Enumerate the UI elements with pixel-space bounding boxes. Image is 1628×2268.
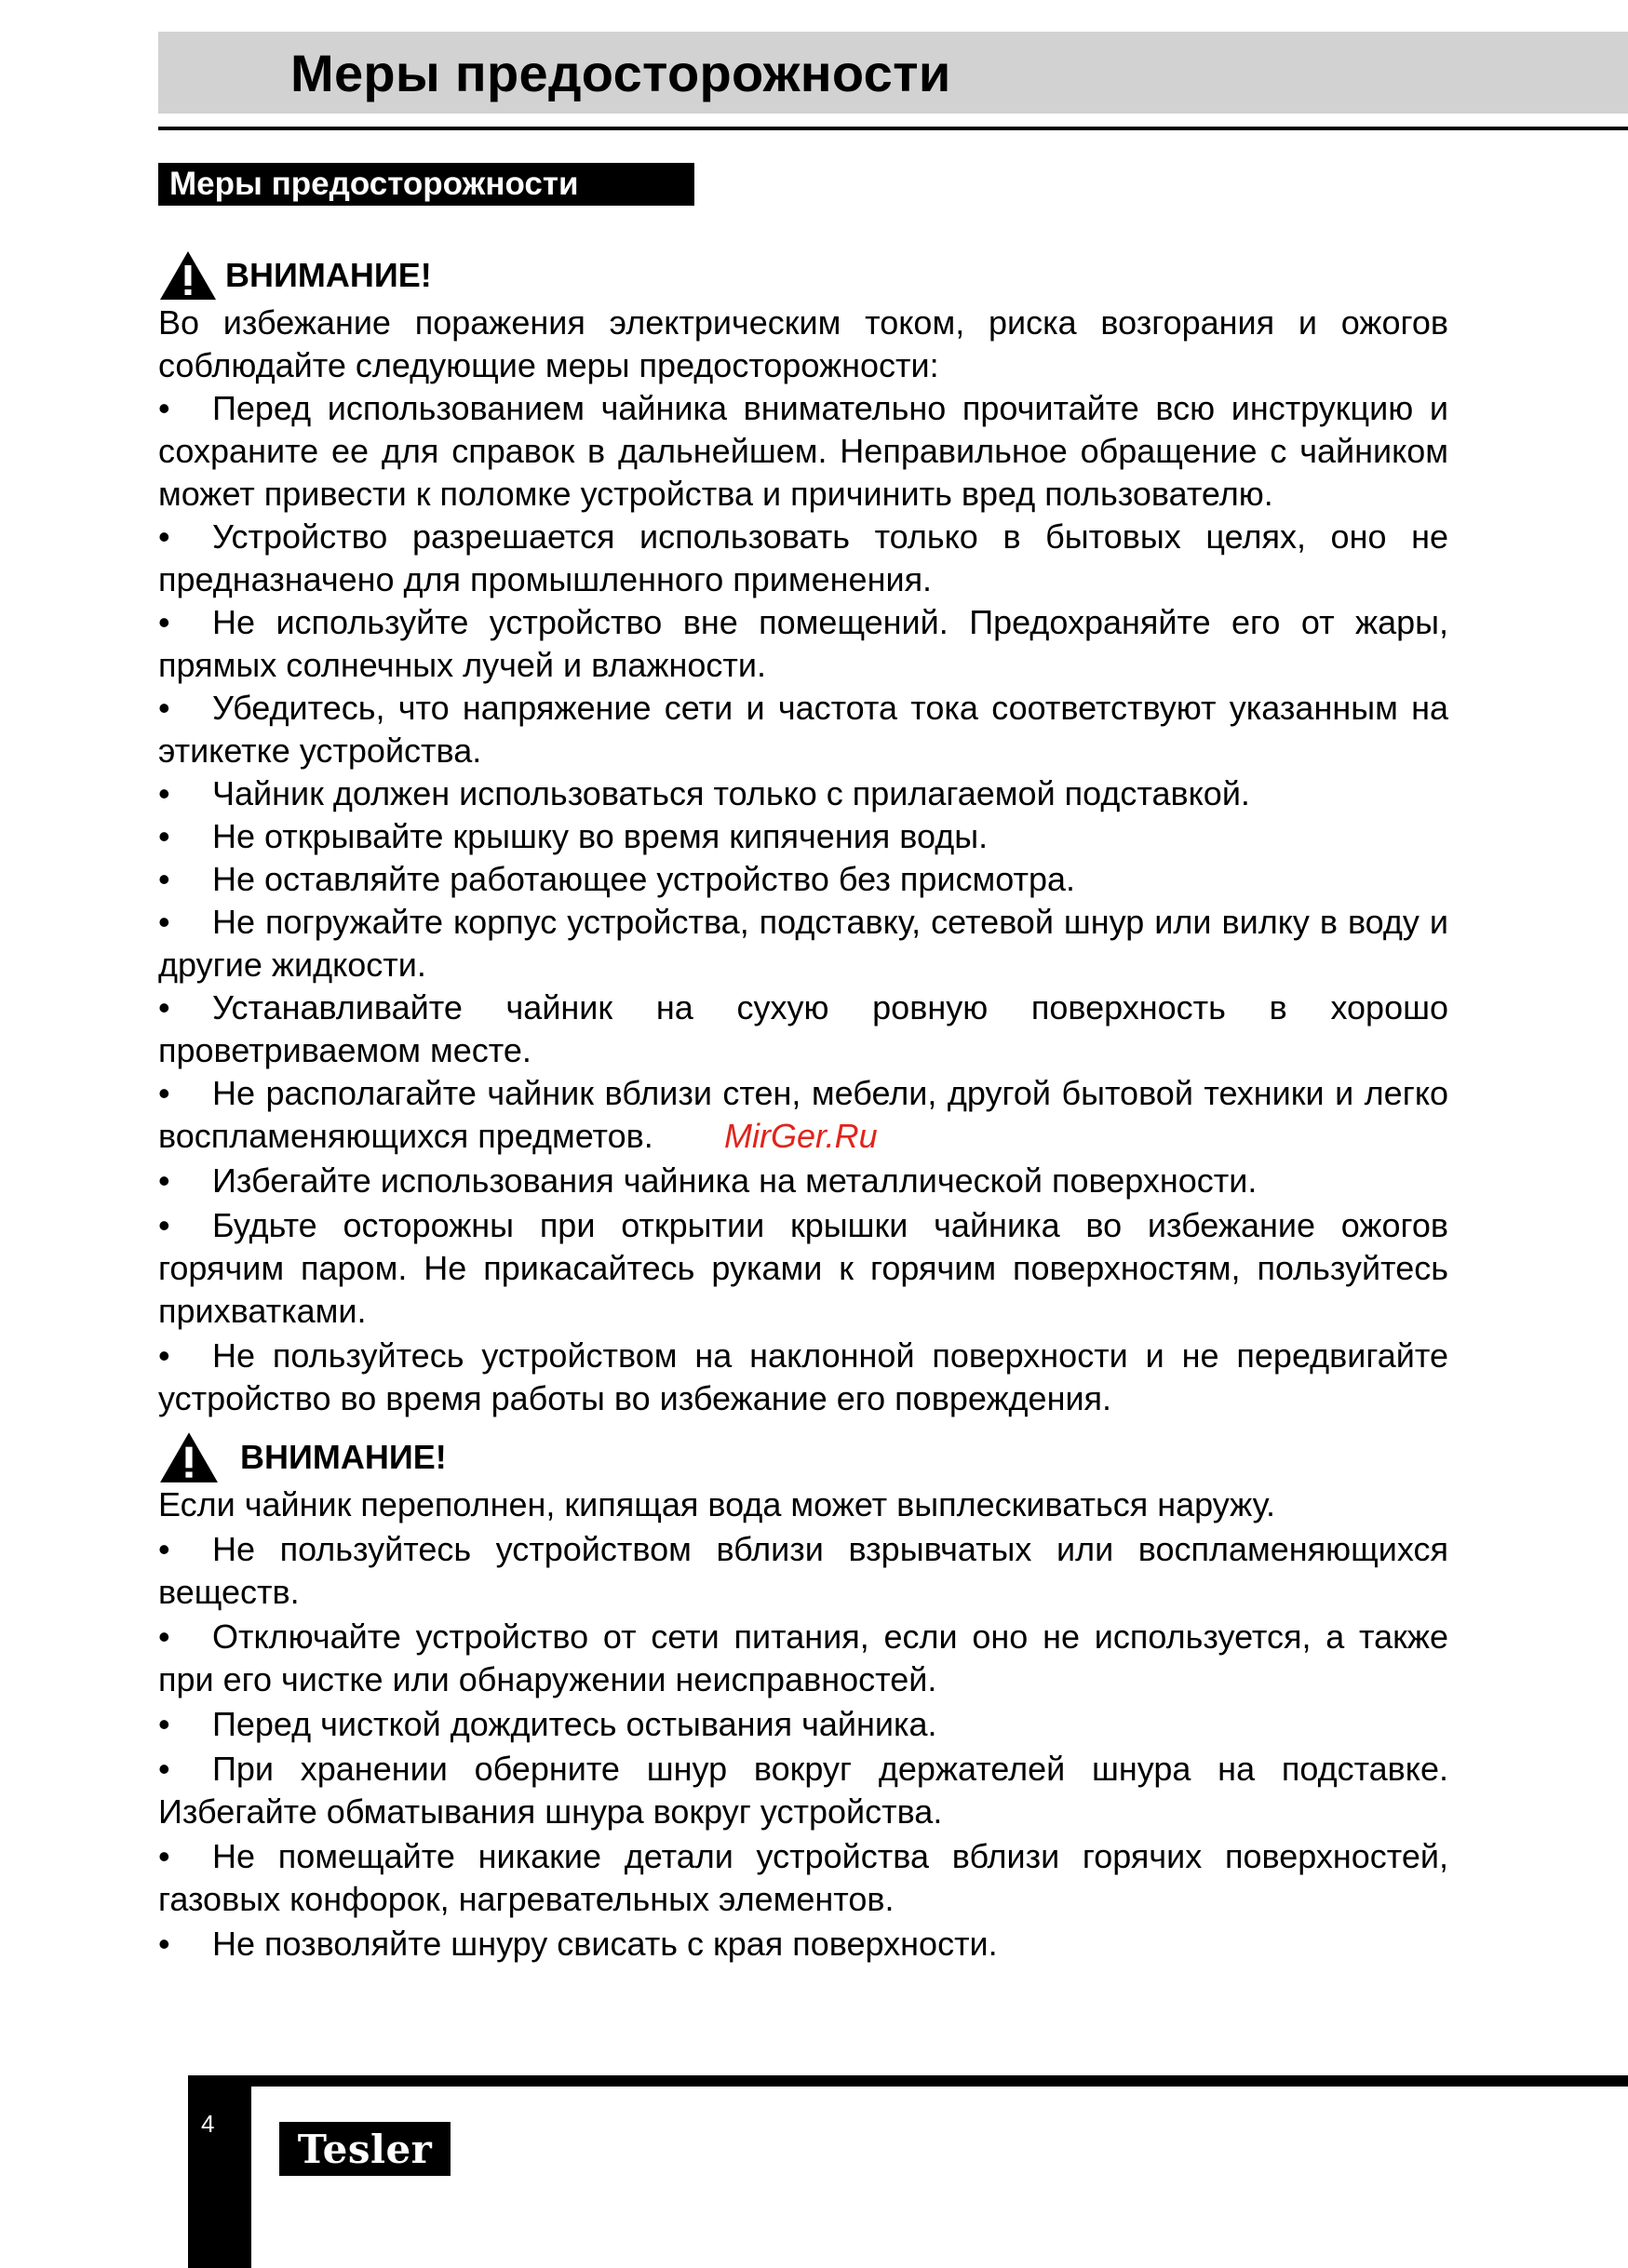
bullet: • <box>158 817 170 855</box>
watermark: MirGer.Ru <box>724 1117 878 1155</box>
bullet: • <box>158 1750 170 1788</box>
bullet: • <box>158 1530 170 1568</box>
bullet: • <box>158 603 170 641</box>
page-title: Меры предосторожности <box>290 44 951 102</box>
warning-intro-1: Во избежание поражения электрическим током, риска возгорания и ожогов соблюдайте следующие меры предосторожности: <box>158 303 1448 384</box>
list-item: • Не погружайте корпус устройства, подставку, сетевой шнур или вилку в воду и другие жидкости. <box>158 903 1448 984</box>
bullet: • <box>158 389 170 427</box>
list-item: • Не пользуйтесь устройством на наклонной поверхности и не передвигайте устройство во время работы во избежание его повреждения. <box>158 1336 1448 1417</box>
list-item: • Отключайте устройство от сети питания, если оно не используется, а также при его чистке или обнаружении неисправностей. <box>158 1617 1448 1698</box>
brand-logo <box>279 2122 451 2176</box>
page-number: 4 <box>201 2110 215 2138</box>
bullet: • <box>158 1925 170 1963</box>
list-item: • Не используйте устройство вне помещений. Предохраняйте его от жары, прямых солнечных лучей и влажности. <box>158 603 1448 684</box>
warning-title-2: ВНИМАНИЕ! <box>240 1438 447 1476</box>
bullet: • <box>158 1206 170 1244</box>
list-item: • Не помещайте никакие детали устройства вблизи горячих поверхностей, газовых конфорок, нагревательных элементов. <box>158 1837 1448 1918</box>
bullet: • <box>158 1617 170 1656</box>
content <box>158 249 1448 1966</box>
brand-logo-text: Tesler <box>297 2126 433 2172</box>
warning-triangle-icon <box>158 1430 220 1484</box>
bullet: • <box>158 774 170 812</box>
bullet: • <box>158 1161 170 1200</box>
list-item: • Будьте осторожны при открытии крышки чайника во избежание ожогов горячим паром. Не прикасайтесь руками к горячим поверхностям, пользуйтесь прихватками. <box>158 1206 1448 1330</box>
bullet: • <box>158 860 170 898</box>
list-item: • Не пользуйтесь устройством вблизи взрывчатых или воспламеняющихся веществ. <box>158 1530 1448 1611</box>
bullet: • <box>158 1074 170 1112</box>
bullet: • <box>158 689 170 727</box>
bullet: • <box>158 517 170 556</box>
list-item: • Чайник должен использоваться только с прилагаемой подставкой. <box>158 772 1448 815</box>
warning-heading-1 <box>158 249 1448 302</box>
list-item: • Устанавливайте чайник на сухую ровную поверхность в хорошо проветриваемом месте. <box>158 988 1448 1069</box>
header-rule <box>158 127 1628 130</box>
list-item: • Устройство разрешается использовать только в бытовых целях, оно не предназначено для промышленного применения. <box>158 517 1448 598</box>
bullet: • <box>158 1837 170 1875</box>
list-item: • Не позволяйте шнуру свисать с края поверхности. <box>158 1923 1448 1966</box>
warning-triangle-icon <box>158 249 218 302</box>
list-item: • Перед чисткой дождитесь остывания чайника. <box>158 1703 1448 1746</box>
bullet: • <box>158 1336 170 1375</box>
warning-intro-2: Если чайник переполнен, кипящая вода может выплескиваться наружу. <box>158 1485 1276 1523</box>
bullet: • <box>158 1705 170 1743</box>
list-item: • При хранении оберните шнур вокруг держателей шнура на подставке. Избегайте обматывания шнура вокруг устройства. <box>158 1750 1448 1831</box>
list-item: • Перед использованием чайника внимательно прочитайте всю инструкцию и сохраните ее для справок в дальнейшем. Неправильное обращение с чайником может привести к поломке устройства и причинить вред пользователю. <box>158 389 1448 513</box>
warning-title-1: ВНИМАНИЕ! <box>225 256 432 294</box>
list-item: • Не располагайте чайник вблизи стен, мебели, другой бытовой техники и легко воспламеняющихся предметов. <box>158 1074 1448 1155</box>
precautions-list-1 <box>158 387 1448 1420</box>
footer-rule <box>188 2075 1628 2087</box>
list-item: • Убедитесь, что напряжение сети и частота тока соответствуют указанным на этикетке устройства. <box>158 689 1448 770</box>
list-item: • Не открывайте крышку во время кипячения воды. <box>158 815 1448 858</box>
bullet: • <box>158 903 170 941</box>
warning-heading-2 <box>158 1431 1448 1483</box>
footer-bar <box>188 2075 251 2268</box>
bullet: • <box>158 988 170 1027</box>
list-item: • Избегайте использования чайника на металлической поверхности. <box>158 1160 1448 1202</box>
section-label: Меры предосторожности <box>158 163 694 206</box>
list-item: • Не оставляйте работающее устройство без присмотра. <box>158 858 1448 901</box>
precautions-list-2 <box>158 1528 1448 1966</box>
